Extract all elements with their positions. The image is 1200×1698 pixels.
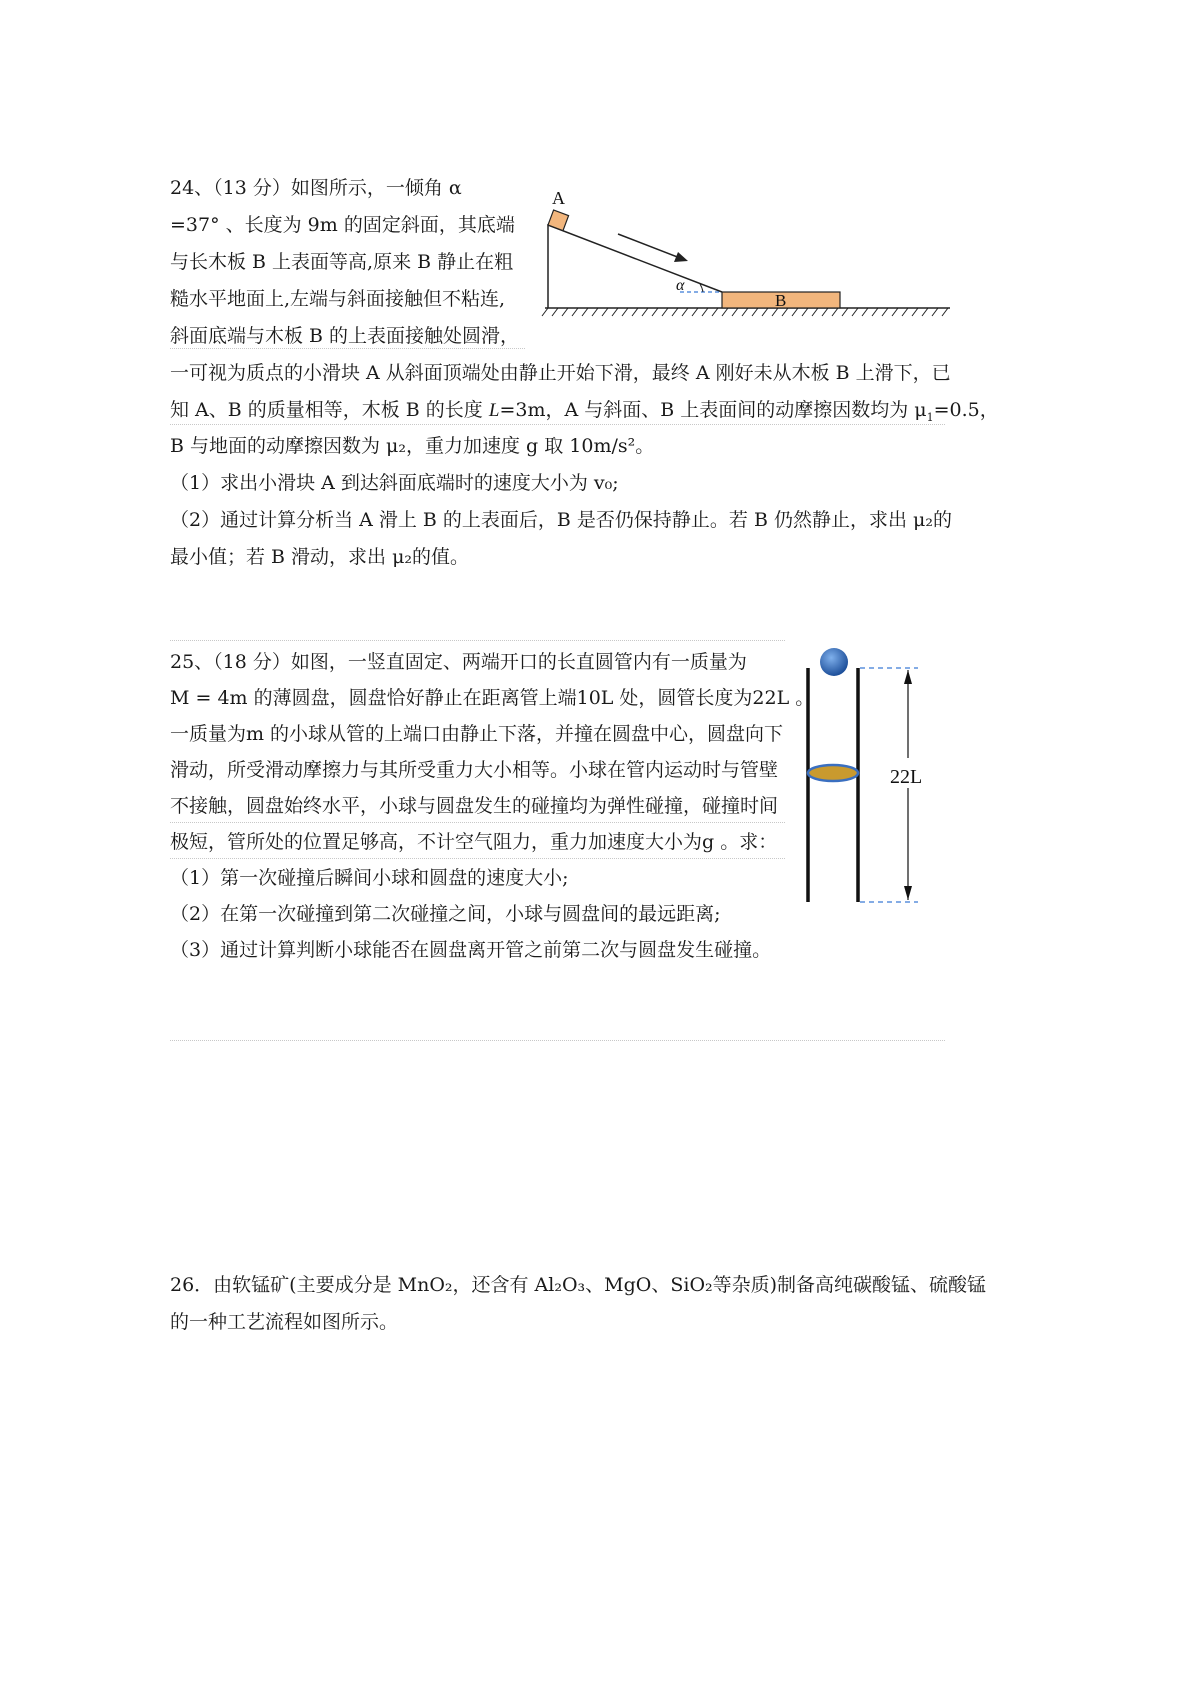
arrow-down-icon: [904, 886, 912, 900]
q25-line-6: 极短，管所处的位置足够高，不计空气阻力，重力加速度大小为g 。求：: [170, 831, 778, 853]
q24-sub-question-2: （2）通过计算分析当 A 滑上 B 的上表面后，B 是否仍保持静止。若 B 仍然静止，求出 μ₂的: [170, 509, 952, 531]
q25-line-1: 25、（18 分）如图，一竖直固定、两端开口的长直圆管内有一质量为: [170, 651, 747, 673]
q25-line-2: M = 4m 的薄圆盘，圆盘恰好静止在距离管上端10L 处，圆管长度为22L 。: [170, 687, 815, 709]
q24-line-4: 糙水平地面上,左端与斜面接触但不粘连,: [170, 288, 506, 310]
q24-line-7: 知 A、B 的质量相等，木板 B 的长度 L=3m，A 与斜面、B 上表面间的动摩擦因数均为 $\mu_1=0.5$，: [170, 399, 999, 424]
q24-line-1: 24、（13 分）如图所示，一倾角 α: [170, 177, 462, 199]
tube-diagram: [790, 640, 950, 910]
incline-diagram: [540, 180, 960, 325]
q24-line-6: 一可视为质点的小滑块 A 从斜面顶端处由静止开始下滑，最终 A 刚好未从木板 B 上滑下，已: [170, 362, 951, 384]
block-a-label: A: [552, 188, 565, 208]
q25-line-5: 不接触，圆盘始终水平，小球与圆盘发生的碰撞均为弹性碰撞，碰撞时间: [170, 795, 779, 817]
disk: [808, 765, 858, 781]
dotted-rule: [170, 822, 785, 823]
ball: [820, 648, 848, 676]
q26-line-2: 的一种工艺流程如图所示。: [170, 1311, 399, 1333]
q24-line-8: B 与地面的动摩擦因数为 μ₂，重力加速度 g 取 10m/s²。: [170, 435, 655, 457]
block-a: [548, 210, 569, 231]
q25-sub-question-2: （2）在第一次碰撞到第二次碰撞之间，小球与圆盘间的最远距离;: [170, 903, 721, 925]
dotted-rule: [170, 1040, 945, 1041]
q24-sub-question-2-cont: 最小值；若 B 滑动，求出 μ₂的值。: [170, 546, 470, 568]
q25-line-3: 一质量为m 的小球从管的上端口由静止下落，并撞在圆盘中心，圆盘向下: [170, 723, 784, 745]
q24-line-5: 斜面底端与木板 B 的上表面接触处圆滑，: [170, 325, 520, 347]
dotted-rule: [170, 640, 785, 641]
dotted-rule: [170, 424, 945, 425]
board-b-label: B: [775, 291, 787, 310]
angle-alpha-label: α: [676, 277, 685, 294]
dotted-rule: [170, 348, 525, 349]
arrow-icon: [674, 252, 688, 262]
q25-line-4: 滑动，所受滑动摩擦力与其所受重力大小相等。小球在管内运动时与管壁: [170, 759, 779, 781]
arrow-up-icon: [904, 670, 912, 684]
dotted-rule: [170, 858, 785, 859]
tube-length-label: 22L: [890, 766, 923, 788]
q26-line-1: 26．由软锰矿(主要成分是 MnO₂，还含有 Al₂O₃、MgO、SiO₂等杂质)制备高纯碳酸锰、硫酸锰: [170, 1274, 987, 1296]
q25-sub-question-3: （3）通过计算判断小球能否在圆盘离开管之前第二次与圆盘发生碰撞。: [170, 939, 772, 961]
q25-sub-question-1: （1）第一次碰撞后瞬间小球和圆盘的速度大小;: [170, 867, 569, 889]
q24-line-2: =37° 、长度为 9m 的固定斜面，其底端: [170, 214, 515, 236]
q24-sub-question-1: （1）求出小滑块 A 到达斜面底端时的速度大小为 v₀;: [170, 472, 619, 494]
q24-line-3: 与长木板 B 上表面等高,原来 B 静止在粗: [170, 251, 514, 273]
